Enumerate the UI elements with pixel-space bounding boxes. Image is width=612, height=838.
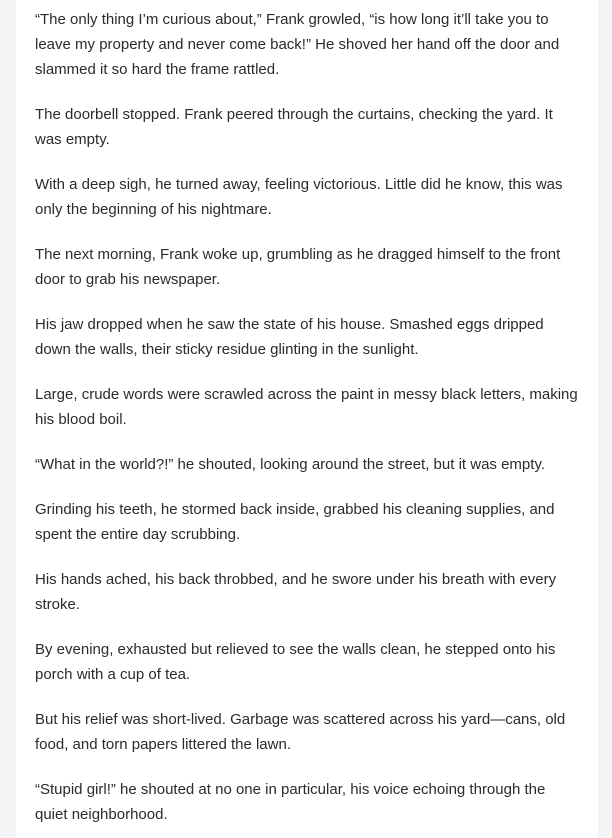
paragraph-4: The next morning, Frank woke up, grumbling as he dragged himself to the front door to grab his newspaper. xyxy=(35,246,561,288)
article-body xyxy=(35,7,598,827)
paragraph-3: With a deep sigh, he turned away, feeling victorious. Little did he know, this was only the beginning of his nightmare. xyxy=(35,176,563,218)
article-page xyxy=(16,0,598,838)
paragraph-5: His jaw dropped when he saw the state of his house. Smashed eggs dripped down the walls, their sticky residue glinting in the sunlight. xyxy=(35,316,544,358)
paragraph-2: The doorbell stopped. Frank peered through the curtains, checking the yard. It was empty. xyxy=(35,106,553,148)
paragraph-11: But his relief was short-lived. Garbage was scattered across his yard—cans, old food, and torn papers littered the lawn. xyxy=(35,711,566,753)
paragraph-7: “What in the world?!” he shouted, looking around the street, but it was empty. xyxy=(35,456,545,473)
paragraph-9: His hands ached, his back throbbed, and he swore under his breath with every stroke. xyxy=(35,571,557,613)
paragraph-10: By evening, exhausted but relieved to see the walls clean, he stepped onto his porch with a cup of tea. xyxy=(35,641,556,683)
paragraph-1: “The only thing I’m curious about,” Frank growled, “is how long it’ll take you to leave my property and never come back!” He shoved her hand off the door and slammed it so hard the frame rattled. xyxy=(35,11,560,78)
paragraph-8: Grinding his teeth, he stormed back inside, grabbed his cleaning supplies, and spent the entire day scrubbing. xyxy=(35,501,555,543)
paragraph-6: Large, crude words were scrawled across the paint in messy black letters, making his blood boil. xyxy=(35,386,578,428)
paragraph-12: “Stupid girl!” he shouted at no one in particular, his voice echoing through the quiet neighborhood. xyxy=(35,781,546,823)
